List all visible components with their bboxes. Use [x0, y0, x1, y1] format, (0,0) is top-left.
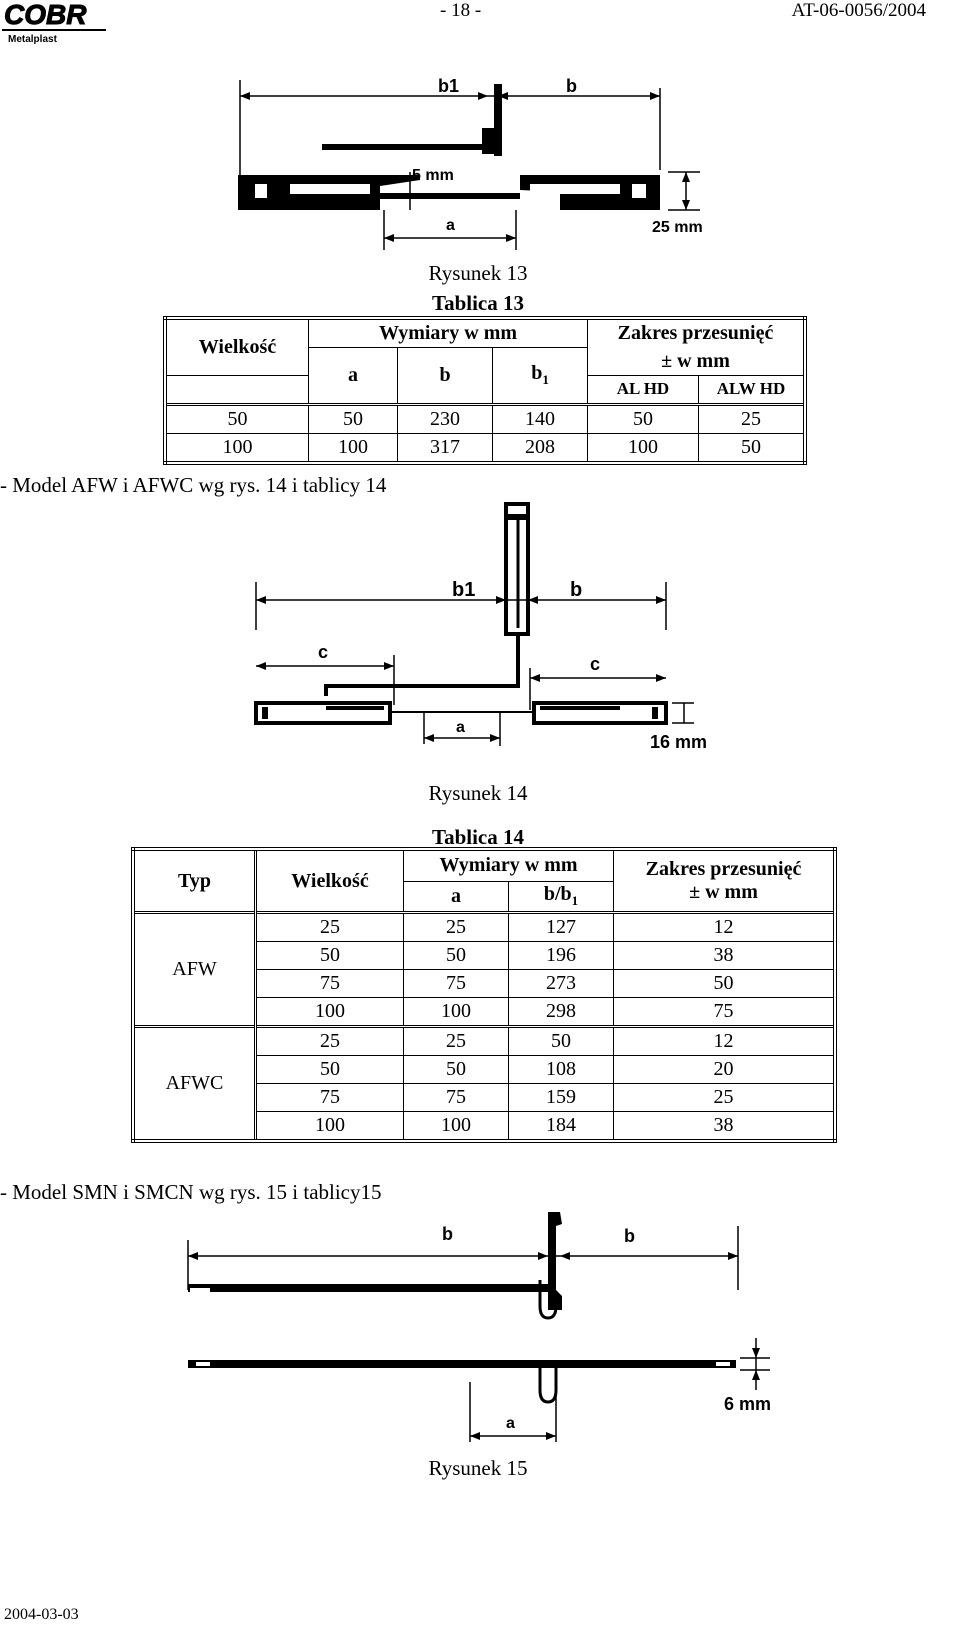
fig14-b-label: b [570, 579, 583, 601]
figure-14-drawing [0, 500, 960, 760]
figure-13-drawing [0, 60, 960, 250]
fig14-a-label: a [456, 719, 465, 736]
table-row: 50 50 108 20 [133, 1056, 835, 1084]
fig15-height-label: 6 mm [724, 1394, 772, 1414]
t14-size-header: Wielkość [256, 849, 404, 913]
table-13-title: Tablica 13 [432, 291, 524, 315]
table-14-title: Tablica 14 [432, 825, 524, 849]
fig13-b-label: b [566, 76, 577, 96]
table-row: 50 50 230 140 50 25 [165, 404, 805, 433]
fig14-height-label: 16 mm [650, 732, 708, 752]
fig15-a-label: a [506, 1415, 515, 1432]
section-15-intro: - Model SMN i SMCN wg rys. 15 i tablicy15 [0, 1180, 382, 1204]
figure-14-caption: Rysunek 14 [428, 781, 528, 805]
t14-bb1-header: $b/b_1$ [509, 881, 614, 912]
fig13-a-label: a [446, 217, 455, 234]
t13-size-header: Wielkość [165, 318, 309, 375]
fig15-b-left-label: b [442, 1224, 453, 1244]
figure-13-caption: Rysunek 13 [428, 261, 528, 285]
table-row: 50 50 196 38 [133, 942, 835, 970]
logo-text: COBR [4, 2, 87, 30]
fig15-b-right-label: b [624, 1226, 635, 1246]
document-id: AT-06-0056/2004 [791, 0, 926, 21]
fig14-c-right-label: c [590, 654, 601, 674]
t14-type-afw: AFW [133, 913, 256, 1027]
table-row: 100 100 298 75 [133, 998, 835, 1027]
fig13-b1-label: b1 [438, 76, 460, 96]
t14-type-afwc: AFWC [133, 1027, 256, 1142]
t13-range-unit: ± w mm [588, 348, 806, 376]
table-row: 100 100 317 208 100 50 [165, 433, 805, 463]
t14-type-header: Typ [133, 849, 256, 913]
table-row: AFWC 25 25 50 12 [133, 1027, 835, 1056]
fig13-height-label: 25 mm [652, 219, 703, 236]
t14-a-header: a [404, 881, 509, 912]
table-13 [163, 316, 807, 465]
t13-range-header: Zakres przesunięć [588, 318, 806, 348]
footer-date: 2004-03-03 [4, 1606, 79, 1623]
logo-subtext: Metalplast [8, 34, 57, 44]
t14-range-header: Zakres przesunięć ± w mm [614, 849, 836, 913]
table-row: 75 75 273 50 [133, 970, 835, 998]
t13-a-header: a [309, 348, 398, 405]
t13-dims-header: Wymiary w mm [309, 318, 588, 348]
table-row: AFW 25 25 127 12 [133, 913, 835, 942]
page-number: - 18 - [440, 0, 482, 21]
table-row: 100 100 184 38 [133, 1112, 835, 1142]
t13-al-header: AL HD [588, 375, 699, 404]
table-14 [131, 847, 837, 1143]
t13-b-header: b [398, 348, 493, 405]
fig13-gap-label: 5 mm [412, 167, 454, 184]
fig14-c-left-label: c [318, 642, 329, 662]
t13-b1-header: $b_1$ [493, 348, 588, 405]
company-logo [2, 2, 120, 44]
section-14-intro: - Model AFW i AFWC wg rys. 14 i tablicy 14 [0, 473, 387, 497]
figure-15-drawing [0, 1210, 960, 1450]
figure-15-caption: Rysunek 15 [428, 1456, 528, 1480]
t13-alw-header: ALW HD [699, 375, 806, 404]
table-row: 75 75 159 25 [133, 1084, 835, 1112]
fig14-b1-label: b1 [452, 579, 476, 601]
t14-dims-header: Wymiary w mm [404, 849, 614, 881]
